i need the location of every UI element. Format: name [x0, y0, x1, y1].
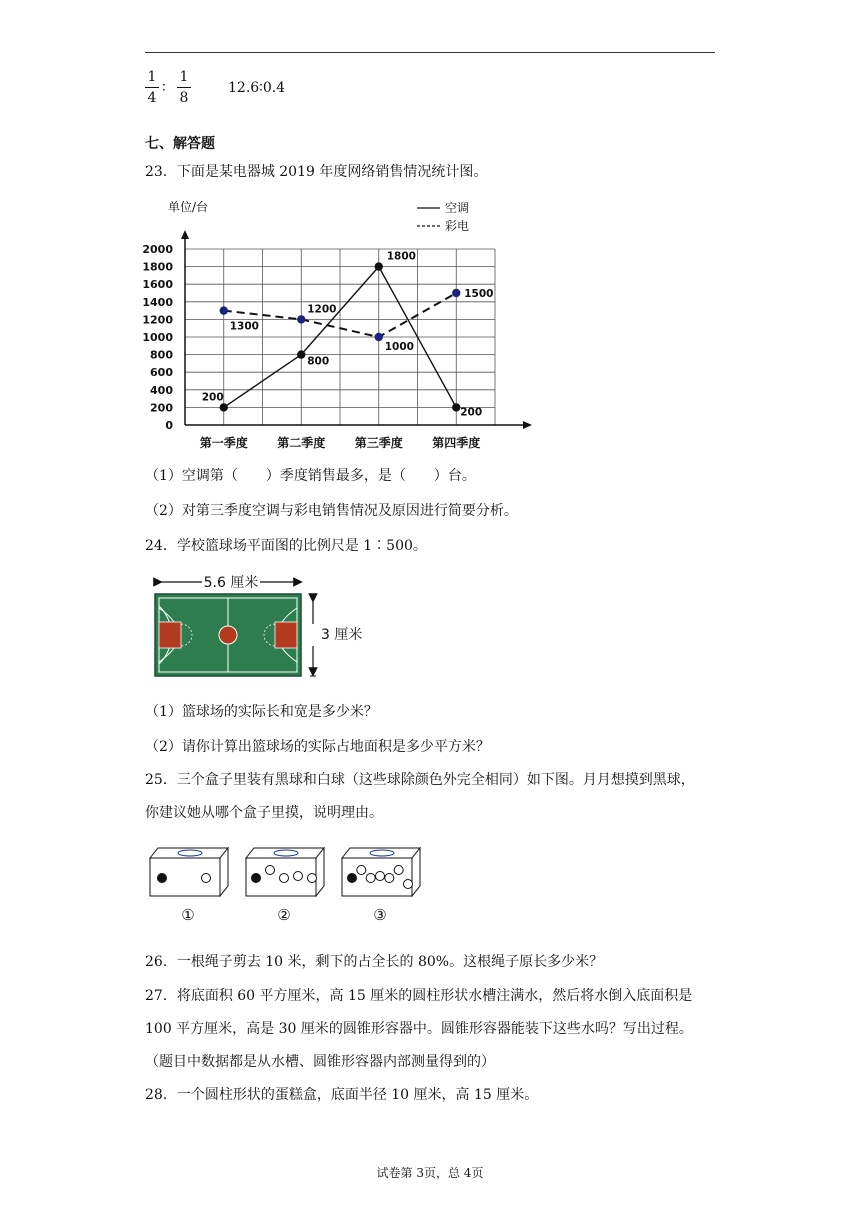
- white-ball: [308, 874, 317, 883]
- box-label: ②: [277, 906, 291, 924]
- y-tick-label: 800: [150, 348, 173, 362]
- basketball-court-diagram: [150, 570, 370, 682]
- q27-line3: （题目中数据都是从水槽、圆锥形容器内部测量得到的）: [145, 1054, 495, 1070]
- data-point: [220, 403, 228, 411]
- ball-box: [342, 848, 420, 924]
- box-hole: [178, 850, 202, 856]
- q25-text-line1: 25．三个盒子里装有黑球和白球（这些球除颜色外完全相同）如下图。月月想摸到黑球，: [145, 772, 695, 788]
- ratio-item-2: 12.6∶0.4: [228, 80, 286, 96]
- legend-label: 空调: [445, 201, 470, 215]
- q27-line2: 100 平方厘米，高是 30 厘米的圆锥形容器中。圆锥形容器能装下这些水吗？写出过程。: [145, 1021, 693, 1037]
- fraction-numerator: 1: [147, 69, 157, 85]
- data-label: 1000: [384, 341, 414, 353]
- q28-text: 28．一个圆柱形状的蛋糕盒，底面半径 10 厘米，高 15 厘米。: [145, 1087, 539, 1103]
- white-ball: [202, 874, 211, 883]
- q23-sub1: （1）空调第（ ）季度销售最多，是（ ）台。: [145, 468, 476, 484]
- box-label: ①: [181, 906, 195, 924]
- data-label: 800: [307, 355, 330, 368]
- data-point: [220, 306, 228, 314]
- q27-line1: 27．将底面积 60 平方厘米，高 15 厘米的圆柱形状水槽注满水，然后将水倒入底面积是: [145, 988, 693, 1004]
- ratio-colon: ∶: [162, 80, 166, 96]
- data-label: 1500: [464, 288, 494, 300]
- ball-box: [246, 848, 324, 924]
- ball-boxes-diagram: [145, 842, 425, 926]
- fraction-denominator: 4: [147, 90, 157, 106]
- white-ball: [266, 866, 275, 875]
- white-ball: [357, 866, 366, 875]
- white-ball: [385, 874, 394, 883]
- data-label: 1300: [229, 320, 259, 333]
- q24-text: 24．学校篮球场平面图的比例尺是 1∶500。: [145, 538, 427, 554]
- q26-text: 26．一根绳子剪去 10 米，剩下的占全长的 80%。这根绳子原长多少米？: [145, 954, 604, 970]
- right-key: [275, 622, 297, 648]
- white-ball: [376, 872, 385, 881]
- x-tick-label: 第四季度: [432, 436, 481, 450]
- y-tick-label: 1800: [142, 260, 173, 274]
- sales-line-chart: [140, 192, 550, 460]
- q23-text: 23．下面是某电器城 2019 年度网络销售情况统计图。: [145, 164, 488, 180]
- y-tick-label: 400: [150, 383, 173, 397]
- fraction-one-eighth: [177, 68, 191, 107]
- y-tick-label: 2000: [142, 243, 173, 256]
- left-key: [159, 622, 181, 648]
- center-circle: [219, 626, 237, 644]
- y-tick-label: 600: [150, 366, 173, 380]
- white-ball: [404, 880, 413, 889]
- y-tick-label: 200: [150, 401, 173, 415]
- x-tick-label: 第三季度: [354, 436, 403, 450]
- data-label: 200: [460, 406, 483, 419]
- data-label: 200: [201, 391, 224, 404]
- data-point: [452, 289, 460, 297]
- q24-sub2: （2）请你计算出篮球场的实际占地面积是多少平方米？: [145, 739, 490, 755]
- page-footer: 试卷第 3页，总 4页: [376, 1166, 484, 1180]
- length-label: 5.6 厘米: [203, 575, 259, 591]
- black-ball: [158, 874, 167, 883]
- width-label: 3 厘米: [321, 627, 363, 643]
- y-tick-label: 1000: [142, 331, 173, 344]
- data-point: [452, 403, 460, 411]
- y-tick-label: 1200: [142, 313, 173, 327]
- fraction-denominator: 8: [179, 90, 189, 106]
- y-tick-label: 0: [165, 419, 173, 432]
- fraction-one-quarter: [145, 68, 159, 107]
- box-label: ③: [373, 906, 387, 924]
- data-label: 1200: [307, 303, 337, 316]
- y-tick-label: 1400: [142, 295, 173, 309]
- data-point: [375, 333, 383, 341]
- box-hole: [274, 850, 298, 856]
- q25-text-line2: 你建议她从哪个盒子里摸，说明理由。: [145, 805, 383, 821]
- ball-box: [150, 848, 228, 924]
- q24-sub1: （1）篮球场的实际长和宽是多少米？: [145, 704, 378, 720]
- top-rule: [145, 52, 715, 53]
- x-tick-label: 第二季度: [277, 436, 326, 450]
- data-point: [375, 262, 383, 270]
- y-axis-arrow: [181, 230, 189, 239]
- y-tick-label: 1600: [142, 278, 173, 292]
- q23-sub2: （2）对第三季度空调与彩电销售情况及原因进行简要分析。: [145, 503, 518, 519]
- white-ball: [394, 866, 403, 875]
- black-ball: [252, 874, 261, 883]
- x-axis-arrow: [523, 421, 532, 429]
- white-ball: [366, 874, 375, 883]
- white-ball: [294, 872, 303, 881]
- fraction-numerator: 1: [179, 69, 189, 85]
- data-point: [297, 350, 305, 358]
- box-hole: [370, 850, 394, 856]
- section-title: 七、解答题: [145, 136, 215, 152]
- x-tick-label: 第一季度: [199, 436, 248, 450]
- data-label: 1800: [386, 250, 416, 263]
- white-ball: [280, 874, 289, 883]
- legend-label: 彩电: [445, 219, 470, 233]
- data-point: [297, 315, 305, 323]
- black-ball: [348, 874, 357, 883]
- y-axis-label: 单位/台: [168, 200, 209, 214]
